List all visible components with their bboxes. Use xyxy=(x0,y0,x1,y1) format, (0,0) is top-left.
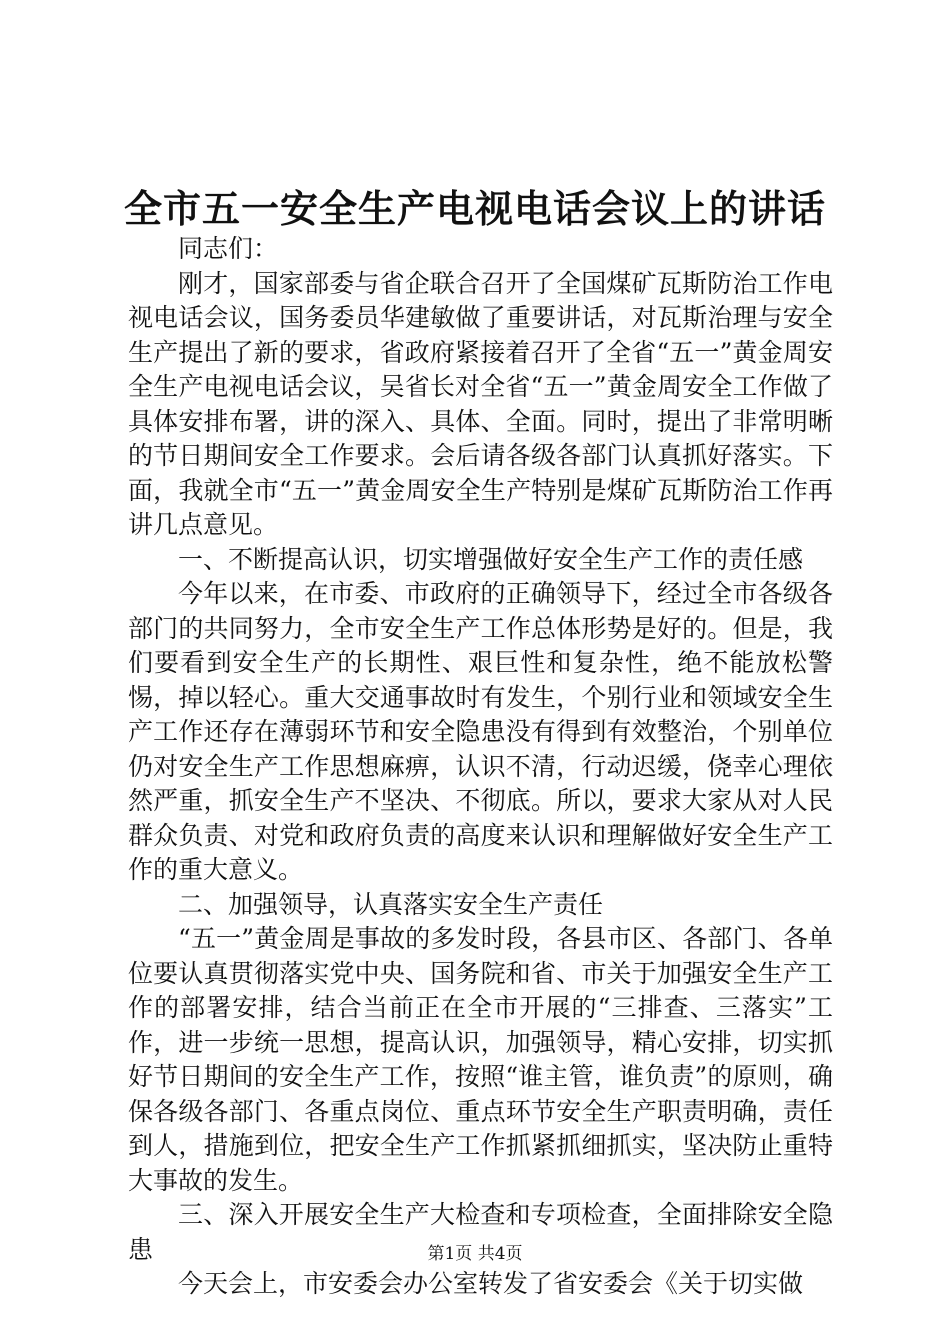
paragraph-section-1: 今年以来，在市委、市政府的正确领导下，经过全市各级各部门的共同努力，全市安全生产工作总体形势是好的。但是，我们要看到安全生产的长期性、艰巨性和复杂性，绝不能放松警惕，掉以轻心。重大交通事故时有发生，个别行业和领域安全生产工作还存在薄弱环节和安全隐患没有得到有效整治，个别单位仍对安全生产工作思想麻痹，认识不清，行动迟缓，侥幸心理依然严重，抓安全生产不坚决、不彻底。所以，要求大家从对人民群众负责、对党和政府负责的高度来认识和理解做好安全生产工作的重大意义。 xyxy=(128,579,833,884)
paragraph-section-2: “五一”黄金周是事故的多发时段，各县市区、各部门、各单位要认真贯彻落实党中央、国务院和省、市关于加强安全生产工作的部署安排，结合当前正在全市开展的“三排查、三落实”工作，进一步统一思想，提高认识，加强领导，精心安排，切实抓好节日期间的安全生产工作，按照“谁主管，谁负责”的原则，确保各级各部门、各重点岗位、重点环节安全生产职责明确，责任到人，措施到位，把安全生产工作抓紧抓细抓实，坚决防止重特大事故的发生。 xyxy=(128,924,833,1195)
paragraph-intro: 刚才，国家部委与省企联合召开了全国煤矿瓦斯防治工作电视电话会议，国务委员华建敏做了重要讲话，对瓦斯治理与安全生产提出了新的要求，省政府紧接着召开了全省“五一”黄金周安全生产电视电话会议，吴省长对全省“五一”黄金周安全工作做了具体安排布署，讲的深入、具体、全面。同时，提出了非常明晰的节日期间安全工作要求。会后请各级各部门认真抓好落实。下面，我就全市“五一”黄金周安全生产特别是煤矿瓦斯防治工作再讲几点意见。 xyxy=(128,268,833,539)
document-title: 全市五一安全生产电视电话会议上的讲话 xyxy=(123,186,826,231)
section-heading-2: 二、加强领导，认真落实安全生产责任 xyxy=(178,889,604,919)
page-number-footer: 第1页 共4页 xyxy=(427,1244,523,1264)
paragraph-section-3: 今天会上，市安委会办公室转发了省安委会《关于切实做 xyxy=(178,1269,804,1298)
document-body xyxy=(128,232,833,1302)
section-heading-3: 三、深入开展安全生产大检查和专项检查，全面排除安全隐患 xyxy=(128,1200,833,1264)
salutation: 同志们： xyxy=(178,234,279,263)
section-heading-1: 一、不断提高认识，切实增强做好安全生产工作的责任感 xyxy=(178,544,804,574)
